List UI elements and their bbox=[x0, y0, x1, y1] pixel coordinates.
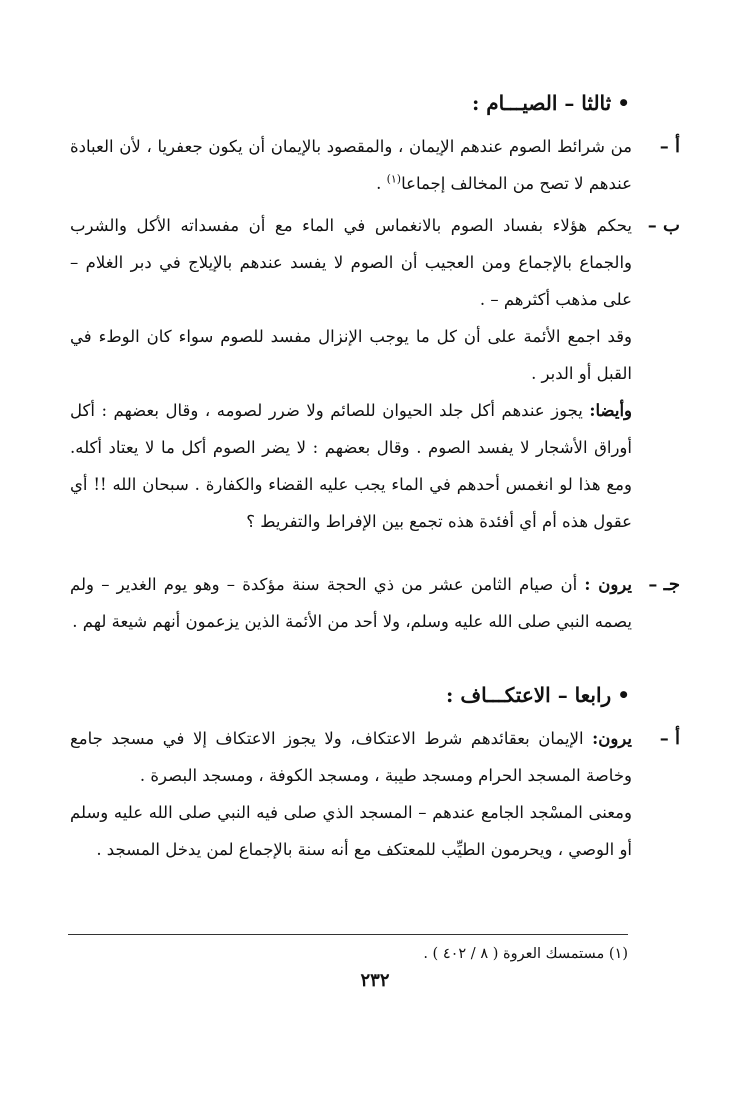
section-heading-fasting bbox=[70, 88, 630, 118]
paragraph bbox=[70, 720, 632, 794]
bullet-icon: • bbox=[617, 91, 630, 115]
list-item bbox=[70, 720, 680, 868]
paragraph-end: . bbox=[376, 174, 387, 193]
footnote-ref[interactable]: (١) bbox=[386, 172, 402, 186]
page-number: ٢٣٢ bbox=[360, 970, 390, 991]
paragraph-lead: وأيضا: bbox=[589, 401, 632, 420]
paragraph: يحكم هؤلاء بفساد الصوم بالانغماس في الماء مع أن مفسداته الأكل والشرب والجماع بالإجماع ومن العجيب أن الصوم لا يفسد عندهم بالإيلاج في دبر الغلام – على مذهب أكثرهم – . bbox=[70, 216, 632, 309]
section-title: رابعا – الاعتكـــاف : bbox=[446, 683, 612, 707]
paragraph-lead: يرون: bbox=[592, 729, 632, 748]
bullet-icon: • bbox=[617, 683, 630, 707]
paragraph bbox=[70, 392, 632, 540]
paragraph-text: من شرائط الصوم عندهم الإيمان ، والمقصود بالإيمان أن يكون جعفريا ، لأن العبادة عندهم لا تصح من المخالف إجماعا bbox=[70, 137, 632, 193]
item-marker: أ – bbox=[659, 728, 680, 749]
section-heading-itikaf bbox=[70, 680, 630, 710]
list-item bbox=[70, 128, 680, 202]
item-marker: جـ – bbox=[648, 574, 680, 595]
paragraph-text: يجوز عندهم أكل جلد الحيوان للصائم ولا ضرر لصومه ، وقال بعضهم : أكل أوراق الأشجار لا يفسد الصوم . وقال بعضهم : لا يضر الصوم أكل ما لا يعتاد أكله. ومع هذا لو انغمس أحدهم في الماء يجب عليه القضاء والكفارة . سبحان الله !! أي عقول هذه أم أي أفئدة هذه تجمع بين الإفراط والتفريط ؟ bbox=[70, 401, 632, 531]
footnote: (١) مستمسك العروة ( ٨ / ٤٠٢ ) . bbox=[423, 946, 628, 962]
list-item bbox=[70, 207, 680, 540]
paragraph: ومعنى المسْجد الجامع عندهم – المسجد الذي صلى فيه النبي صلى الله عليه وسلم أو الوصي ، ويحرمون الطيِّب للمعتكف مع أنه سنة بالإجماع لمن يدخل المسجد . bbox=[70, 803, 632, 859]
list-item bbox=[70, 566, 680, 640]
paragraph-text: الإيمان بعقائدهم شرط الاعتكاف، ولا يجوز الاعتكاف إلا في مسجد جامع وخاصة المسجد الحرام ومسجد طيبة ، ومسجد الكوفة ، ومسجد البصرة . bbox=[70, 729, 632, 785]
item-marker: أ – bbox=[659, 136, 680, 157]
paragraph bbox=[70, 566, 632, 640]
paragraph: وقد اجمع الأئمة على أن كل ما يوجب الإنزال مفسد للصوم سواء كان الوطء في القبل أو الدبر . bbox=[70, 327, 632, 383]
paragraph bbox=[70, 128, 632, 202]
item-marker: ب – bbox=[647, 215, 680, 236]
paragraph-text: أن صيام الثامن عشر من ذي الحجة سنة مؤكدة – وهو يوم الغدير – ولم يصمه النبي صلى الله عليه وسلم، ولا أحد من الأئمة الذين يزعمون أنهم شيعة لهم . bbox=[70, 575, 632, 631]
section-title: ثالثا – الصيـــام : bbox=[471, 91, 612, 115]
paragraph-lead: يرون : bbox=[584, 575, 632, 594]
footnote-divider bbox=[68, 934, 628, 935]
